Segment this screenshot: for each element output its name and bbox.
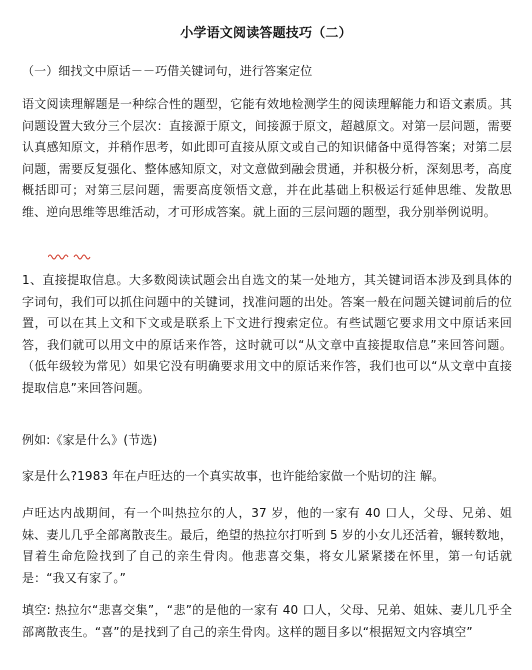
direct-extraction-paragraph: 1、直接提取信息。大多数阅读试题会出自选文的某一处地方，其关键词语本涉及到具体的字词句，我们可以抓住问题中的关键词，找准问题的出处。答案一般在问题关键词前后的位置，可以在其上文和下文或是联系上下文进行搜索定位。有些试题它要求用文中原话来回答，我们就可以用文中的原话来作答，这时就可以“从文章中直接提取信息”来回答问题。（低年级较为常见）如果它没有明确要求用文中的原话来作答，我们也可以“从文章中直接提取信息”来回答问题。 bbox=[22, 273, 512, 395]
story-paragraph: 卢旺达内战期间，有一个叫热拉尔的人，37 岁，他的一家有 40 口人，父母、兄弟、姐妹、妻儿几乎全部离散丧生。最后，绝望的热拉尔打听到 5 岁的小女儿还活着，辗转数地，冒着生命危险找到了自己的亲生骨肉。他悲喜交集，将女儿紧紧搂在怀里，第一句话就是：“我又有家了。” bbox=[22, 506, 512, 585]
spellcheck-squiggle-mark bbox=[48, 252, 92, 260]
fill-in-paragraph: 填空: 热拉尔“悲喜交集”，“悲”的是他的一家有 40 口人，父母、兄弟、姐妹、妻儿几乎全部离散丧生。“喜”的是找到了自己的亲生骨肉。这样的题目多以“根据短文内容填空” bbox=[22, 603, 512, 639]
document-title: 小学语文阅读答题技巧（二） bbox=[180, 26, 352, 41]
example-label: 例如:《家是什么》(节选) bbox=[22, 433, 158, 447]
section-heading: （一）细找文中原话－－巧借关键词句，进行答案定位 bbox=[22, 64, 313, 78]
example-question-paragraph: 家是什么?1983 年在卢旺达的一个真实故事，也许能给家做一个贴切的注 解。 bbox=[22, 469, 445, 483]
intro-paragraph: 语文阅读理解题是一种综合性的题型，它能有效地检测学生的阅读理解能力和语文素质。其问题设置大致分三个层次：直接源于原文，间接源于原文，超越原文。对第一层问题，需要认真感知原文，并稍作思考，如此即可直接从原文或自己的知识储备中觅得答案；对第二层问题，需要反复强化、整体感知原文，对文意做到融会贯通，并积极分析，深刻思考，高度概括即可；对第三层问题，需要高度领悟文意，并在此基础上积极运行延伸思维、发散思维、逆向思维等思维活动，才可形成答案。就上面的三层问题的题型，我分别举例说明。 bbox=[22, 97, 512, 219]
